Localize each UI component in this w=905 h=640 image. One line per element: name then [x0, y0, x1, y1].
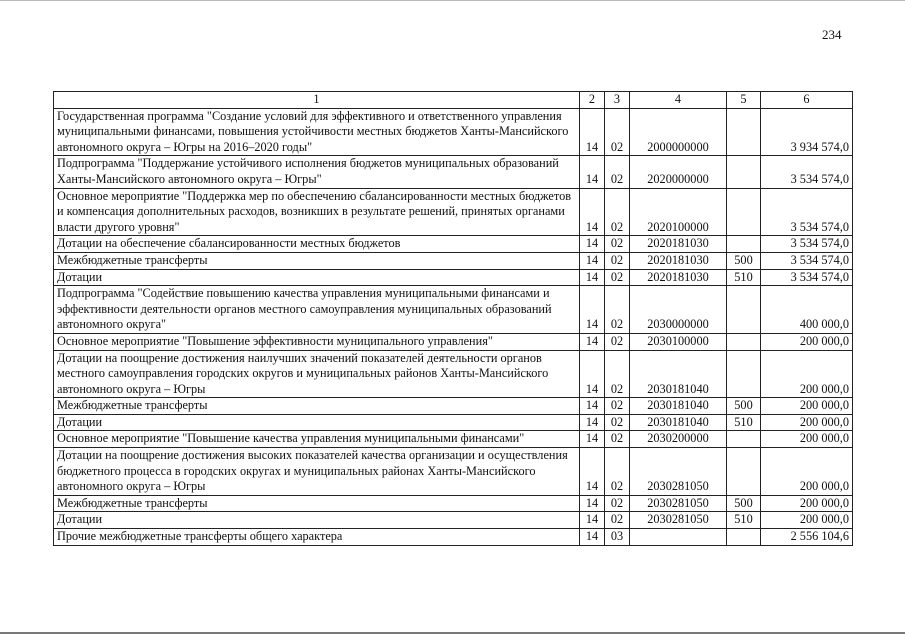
- subsection-code-cell: 02: [605, 108, 630, 156]
- target-article-cell: 2030281050: [630, 512, 727, 529]
- row-name-cell: Дотации: [54, 414, 580, 431]
- expense-type-cell: [727, 529, 761, 546]
- target-article-cell: 2030000000: [630, 286, 727, 334]
- section-code-cell: 14: [580, 398, 605, 415]
- amount-cell: 200 000,0: [761, 512, 853, 529]
- table-row: [54, 286, 853, 334]
- table-row: [54, 236, 853, 253]
- section-code-cell: 14: [580, 269, 605, 286]
- section-code-cell: 14: [580, 495, 605, 512]
- amount-cell: 3 534 574,0: [761, 269, 853, 286]
- section-code-cell: 14: [580, 529, 605, 546]
- subsection-code-cell: 02: [605, 495, 630, 512]
- subsection-code-cell: 02: [605, 252, 630, 269]
- expense-type-cell: 500: [727, 495, 761, 512]
- table-row: [54, 333, 853, 350]
- section-code-cell: 14: [580, 252, 605, 269]
- amount-cell: 200 000,0: [761, 495, 853, 512]
- target-article-cell: 2020000000: [630, 156, 727, 188]
- subsection-code-cell: 02: [605, 512, 630, 529]
- section-code-cell: 14: [580, 333, 605, 350]
- target-article-cell: 2030281050: [630, 448, 727, 496]
- amount-cell: 2 556 104,6: [761, 529, 853, 546]
- row-name-cell: Основное мероприятие "Повышение эффективности муниципального управления": [54, 333, 580, 350]
- expense-type-cell: [727, 431, 761, 448]
- subsection-code-cell: 02: [605, 431, 630, 448]
- amount-cell: 3 534 574,0: [761, 236, 853, 253]
- page-number: 234: [822, 27, 842, 42]
- table-row: [54, 188, 853, 236]
- expense-type-cell: [727, 236, 761, 253]
- target-article-cell: 2020181030: [630, 269, 727, 286]
- table-row: [54, 156, 853, 188]
- target-article-cell: 2030181040: [630, 350, 727, 398]
- row-name-cell: Межбюджетные трансферты: [54, 495, 580, 512]
- row-name-cell: Дотации: [54, 512, 580, 529]
- amount-cell: 200 000,0: [761, 448, 853, 496]
- table-row: [54, 269, 853, 286]
- target-article-cell: 2020100000: [630, 188, 727, 236]
- subsection-code-cell: 02: [605, 398, 630, 415]
- scan-bottom-edge: [0, 632, 905, 634]
- amount-cell: 3 934 574,0: [761, 108, 853, 156]
- row-name-cell: Дотации: [54, 269, 580, 286]
- expense-type-cell: [727, 286, 761, 334]
- row-name-cell: Основное мероприятие "Поддержка мер по обеспечению сбалансированности местных бюджетов и компенсация дополнительных расходов, возникших в результате решений, принятых органами власти другого уровня": [54, 188, 580, 236]
- amount-cell: 200 000,0: [761, 333, 853, 350]
- row-name-cell: Дотации на поощрение достижения наилучших значений показателей деятельности органов местного самоуправления городских округов и муниципальных районов Ханты-Мансийского автономного округа – Югры: [54, 350, 580, 398]
- section-code-cell: 14: [580, 188, 605, 236]
- table-row: [54, 512, 853, 529]
- row-name-cell: Государственная программа "Создание условий для эффективного и ответственного управления муниципальными финансами, повышения устойчивости местных бюджетов Ханты-Мансийского автономного округа – Югры на 2016–2020 годы": [54, 108, 580, 156]
- table-row: [54, 350, 853, 398]
- target-article-cell: 2030100000: [630, 333, 727, 350]
- table-row: [54, 398, 853, 415]
- subsection-code-cell: 02: [605, 156, 630, 188]
- subsection-code-cell: 02: [605, 414, 630, 431]
- column-header: 1: [54, 92, 580, 109]
- target-article-cell: 2030181040: [630, 398, 727, 415]
- subsection-code-cell: 02: [605, 333, 630, 350]
- table-row: [54, 431, 853, 448]
- budget-table: [53, 91, 853, 546]
- subsection-code-cell: 02: [605, 350, 630, 398]
- target-article-cell: 2000000000: [630, 108, 727, 156]
- row-name-cell: Межбюджетные трансферты: [54, 398, 580, 415]
- expense-type-cell: [727, 333, 761, 350]
- amount-cell: 200 000,0: [761, 398, 853, 415]
- expense-type-cell: [727, 188, 761, 236]
- row-name-cell: Дотации на обеспечение сбалансированности местных бюджетов: [54, 236, 580, 253]
- amount-cell: 3 534 574,0: [761, 252, 853, 269]
- expense-type-cell: 510: [727, 512, 761, 529]
- table-body: [54, 108, 853, 545]
- subsection-code-cell: 03: [605, 529, 630, 546]
- section-code-cell: 14: [580, 414, 605, 431]
- table-header-row: [54, 92, 853, 109]
- section-code-cell: 14: [580, 350, 605, 398]
- row-name-cell: Прочие межбюджетные трансферты общего характера: [54, 529, 580, 546]
- column-header: 4: [630, 92, 727, 109]
- target-article-cell: 2030200000: [630, 431, 727, 448]
- target-article-cell: 2020181030: [630, 236, 727, 253]
- section-code-cell: 14: [580, 431, 605, 448]
- amount-cell: 200 000,0: [761, 350, 853, 398]
- target-article-cell: 2030281050: [630, 495, 727, 512]
- column-header: 2: [580, 92, 605, 109]
- section-code-cell: 14: [580, 286, 605, 334]
- row-name-cell: Дотации на поощрение достижения высоких показателей качества организации и осуществления бюджетного процесса в городских округах и муниципальных районах Ханты-Мансийского автономного округа – Югры: [54, 448, 580, 496]
- subsection-code-cell: 02: [605, 448, 630, 496]
- subsection-code-cell: 02: [605, 286, 630, 334]
- amount-cell: 3 534 574,0: [761, 188, 853, 236]
- expense-type-cell: [727, 108, 761, 156]
- amount-cell: 200 000,0: [761, 431, 853, 448]
- subsection-code-cell: 02: [605, 188, 630, 236]
- column-header: 3: [605, 92, 630, 109]
- expense-type-cell: [727, 350, 761, 398]
- row-name-cell: Межбюджетные трансферты: [54, 252, 580, 269]
- table-row: [54, 529, 853, 546]
- expense-type-cell: [727, 448, 761, 496]
- expense-type-cell: 500: [727, 398, 761, 415]
- section-code-cell: 14: [580, 512, 605, 529]
- amount-cell: 400 000,0: [761, 286, 853, 334]
- row-name-cell: Подпрограмма "Поддержание устойчивого исполнения бюджетов муниципальных образований Ханты-Мансийского автономного округа – Югры": [54, 156, 580, 188]
- target-article-cell: 2030181040: [630, 414, 727, 431]
- target-article-cell: [630, 529, 727, 546]
- row-name-cell: Подпрограмма "Содействие повышению качества управления муниципальными финансами и эффективности деятельности органов местного самоуправления муниципальных образований автономного округа": [54, 286, 580, 334]
- expense-type-cell: 510: [727, 269, 761, 286]
- table-row: [54, 252, 853, 269]
- expense-type-cell: 510: [727, 414, 761, 431]
- row-name-cell: Основное мероприятие "Повышение качества управления муниципальными финансами": [54, 431, 580, 448]
- section-code-cell: 14: [580, 448, 605, 496]
- expense-type-cell: 500: [727, 252, 761, 269]
- scan-top-edge: [0, 0, 905, 1]
- table-row: [54, 414, 853, 431]
- amount-cell: 3 534 574,0: [761, 156, 853, 188]
- table-row: [54, 448, 853, 496]
- section-code-cell: 14: [580, 156, 605, 188]
- section-code-cell: 14: [580, 108, 605, 156]
- subsection-code-cell: 02: [605, 269, 630, 286]
- target-article-cell: 2020181030: [630, 252, 727, 269]
- section-code-cell: 14: [580, 236, 605, 253]
- subsection-code-cell: 02: [605, 236, 630, 253]
- table-row: [54, 108, 853, 156]
- amount-cell: 200 000,0: [761, 414, 853, 431]
- column-header: 5: [727, 92, 761, 109]
- expense-type-cell: [727, 156, 761, 188]
- table-row: [54, 495, 853, 512]
- column-header: 6: [761, 92, 853, 109]
